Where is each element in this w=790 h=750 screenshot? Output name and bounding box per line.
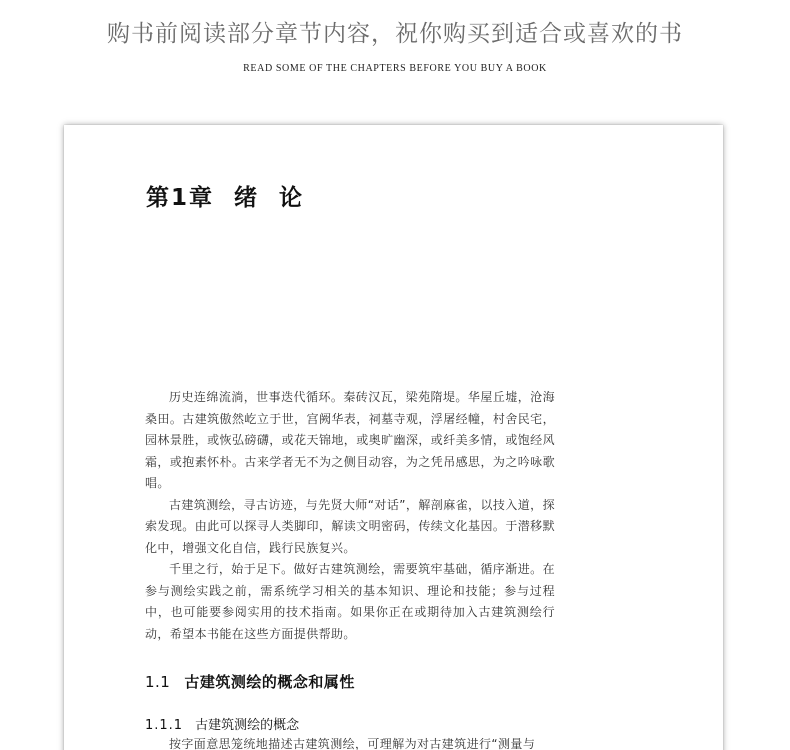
subsection-title-text: 古建筑测绘的概念 xyxy=(195,718,300,733)
section-number: 1.1 xyxy=(145,673,171,691)
book-page-sheet[interactable] xyxy=(64,125,723,750)
subsection-heading xyxy=(145,714,299,733)
section-title-text: 古建筑测绘的概念和属性 xyxy=(184,673,355,691)
chapter-intro xyxy=(145,387,555,645)
subsection-number: 1.1.1 xyxy=(145,718,184,733)
section-heading xyxy=(145,671,355,692)
intro-paragraph: 历史连绵流淌，世事迭代循环。秦砖汉瓦，梁苑隋堤。华屋丘墟，沧海桑田。古建筑傲然屹立于世，宫阙华表，祠墓寺观，浮屠经幢，村舍民宅，园林景胜，或恢弘磅礴，或花天锦地，或奥旷幽深，或纤美多情，或饱经风霜，或抱素怀朴。古来学者无不为之侧目动容，为之凭吊感思，为之吟咏歌唱。 xyxy=(145,390,555,490)
banner-title: 购书前阅读部分章节内容，祝你购买到适合或喜欢的书 xyxy=(107,21,683,47)
chapter-title: 第1章 绪 论 xyxy=(146,185,305,211)
banner-subtitle: READ SOME OF THE CHAPTERS BEFORE YOU BUY A BOOK xyxy=(243,63,547,74)
subsection-paragraph: 按字面意思笼统地描述古建筑测绘，可理解为对古建筑进行“测量与 xyxy=(169,737,536,750)
intro-paragraph: 千里之行，始于足下。做好古建筑测绘，需要筑牢基础，循序渐进。在参与测绘实践之前，需系统学习相关的基本知识、理论和技能；参与过程中，也可能要参阅实用的技术指南。如果你正在或期待加入古建筑测绘行动，希望本书能在这些方面提供帮助。 xyxy=(145,562,555,641)
intro-paragraph: 古建筑测绘，寻古访迹，与先贤大师“对话”，解剖麻雀，以技入道，探索发现。由此可以探寻人类脚印，解读文明密码，传续文化基因。于潜移默化中，增强文化自信，践行民族复兴。 xyxy=(145,497,555,555)
